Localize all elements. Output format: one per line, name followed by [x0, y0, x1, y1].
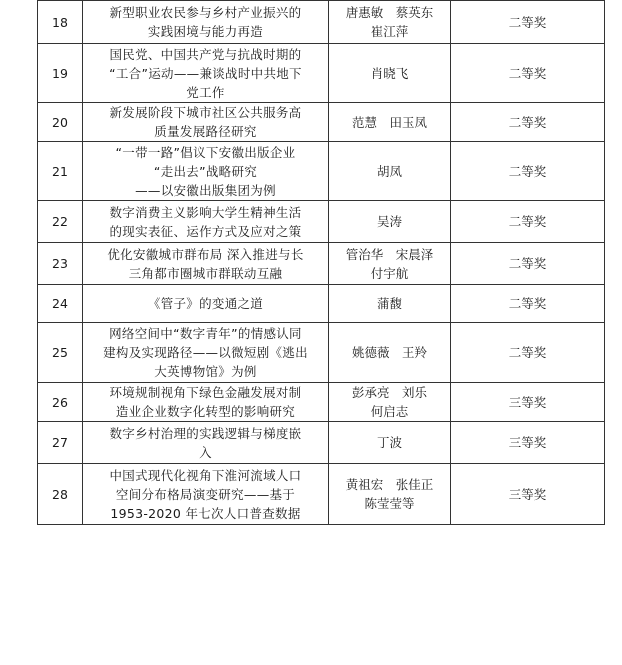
title-cell: [83, 1, 329, 44]
row-number-cell: 21: [38, 142, 83, 201]
table-row: [38, 285, 605, 323]
title-cell: [83, 243, 329, 285]
row-number-cell: 27: [38, 422, 83, 464]
table-row: [38, 1, 605, 44]
awards-table-body: [38, 1, 605, 525]
title-line: 新型职业农民参与乡村产业振兴的: [109, 5, 302, 20]
author-line: 管治华 宋晨泽: [345, 246, 434, 262]
award-cell: 二等奖: [451, 323, 605, 383]
author-line: 付宇航: [370, 265, 409, 281]
author-line: 姚德薇 王羚: [351, 345, 427, 360]
author-line: 肖晓飞: [370, 65, 409, 81]
title-cell: [83, 201, 329, 243]
row-number-cell: 23: [38, 243, 83, 285]
title-cell: [83, 103, 329, 142]
author-line: 范慧 田玉凤: [351, 114, 427, 130]
title-line: 中国式现代化视角下淮河流域人口: [109, 467, 302, 483]
title-cell: [83, 383, 329, 422]
title-cell: [83, 142, 329, 201]
row-number-cell: 18: [38, 1, 83, 44]
row-number-cell: 26: [38, 383, 83, 422]
title-line: 《管子》的变通之道: [147, 296, 264, 311]
title-line: 实践困境与能力再造: [147, 24, 264, 39]
table-row: [38, 243, 605, 285]
title-line: “工合”运动——兼谈战时中共地下: [109, 65, 302, 81]
author-line: 何启志: [370, 404, 409, 419]
title-cell: [83, 323, 329, 383]
title-cell: [83, 464, 329, 525]
award-cell: 三等奖: [451, 422, 605, 464]
award-cell: 二等奖: [451, 142, 605, 201]
author-line: 唐惠敏 蔡英东: [345, 5, 434, 20]
title-line: “走出去”战略研究: [153, 163, 258, 179]
author-line: 陈莹莹等: [364, 496, 415, 511]
authors-cell: [329, 243, 451, 285]
authors-cell: [329, 1, 451, 44]
award-cell: 二等奖: [451, 201, 605, 243]
row-number-cell: 22: [38, 201, 83, 243]
title-line: 1953-2020 年七次人口普查数据: [110, 505, 301, 521]
table-row: [38, 44, 605, 103]
author-line: 黄祖宏 张佳正: [345, 477, 434, 492]
title-line: 的现实表征、运作方式及应对之策: [109, 223, 302, 239]
title-line: 建构及实现路径——以微短剧《逃出: [103, 345, 308, 360]
award-cell: 二等奖: [451, 243, 605, 285]
authors-cell: [329, 383, 451, 422]
row-number-cell: 20: [38, 103, 83, 142]
row-number-cell: 19: [38, 44, 83, 103]
title-cell: [83, 285, 329, 323]
award-cell: 二等奖: [451, 285, 605, 323]
table-row: [38, 323, 605, 383]
author-line: 丁波: [376, 435, 402, 450]
authors-cell: [329, 201, 451, 243]
author-line: 彭承亮 刘乐: [351, 385, 427, 400]
title-line: 优化安徽城市群布局 深入推进与长: [107, 246, 304, 262]
table-row: [38, 103, 605, 142]
title-cell: [83, 44, 329, 103]
title-line: 造业企业数字化转型的影响研究: [115, 404, 296, 419]
author-line: 胡凤: [376, 163, 402, 179]
authors-cell: [329, 422, 451, 464]
title-line: 入: [199, 444, 212, 460]
authors-cell: [329, 323, 451, 383]
award-cell: 二等奖: [451, 103, 605, 142]
awards-table: [37, 0, 605, 525]
title-line: 党工作: [186, 84, 225, 100]
author-line: 蒲馥: [376, 296, 402, 311]
title-line: 网络空间中“数字青年”的情感认同: [109, 326, 302, 341]
table-row: [38, 142, 605, 201]
authors-cell: [329, 103, 451, 142]
award-cell: 三等奖: [451, 383, 605, 422]
title-line: ——以安徽出版集团为例: [135, 182, 276, 198]
authors-cell: [329, 464, 451, 525]
title-line: 数字消费主义影响大学生精神生活: [109, 204, 302, 220]
row-number-cell: 28: [38, 464, 83, 525]
title-line: 国民党、中国共产党与抗战时期的: [109, 46, 302, 62]
authors-cell: [329, 285, 451, 323]
award-cell: 二等奖: [451, 44, 605, 103]
author-line: 崔江萍: [370, 24, 409, 39]
authors-cell: [329, 142, 451, 201]
title-line: “一带一路”倡议下安徽出版企业: [115, 144, 296, 160]
title-line: 质量发展路径研究: [154, 124, 257, 139]
authors-cell: [329, 44, 451, 103]
row-number-cell: 25: [38, 323, 83, 383]
title-line: 数字乡村治理的实践逻辑与梯度嵌: [109, 425, 302, 441]
title-cell: [83, 422, 329, 464]
row-number-cell: 24: [38, 285, 83, 323]
title-line: 大英博物馆》为例: [154, 364, 257, 379]
title-line: 空间分布格局演变研究——基于: [115, 486, 296, 502]
award-cell: 二等奖: [451, 1, 605, 44]
title-line: 环境规制视角下绿色金融发展对制: [109, 385, 302, 400]
table-row: [38, 422, 605, 464]
title-line: 新发展阶段下城市社区公共服务高: [109, 105, 302, 120]
award-cell: 三等奖: [451, 464, 605, 525]
title-line: 三角都市圈城市群联动互融: [128, 265, 283, 281]
table-row: [38, 464, 605, 525]
table-row: [38, 383, 605, 422]
table-row: [38, 201, 605, 243]
author-line: 吴涛: [376, 214, 402, 229]
